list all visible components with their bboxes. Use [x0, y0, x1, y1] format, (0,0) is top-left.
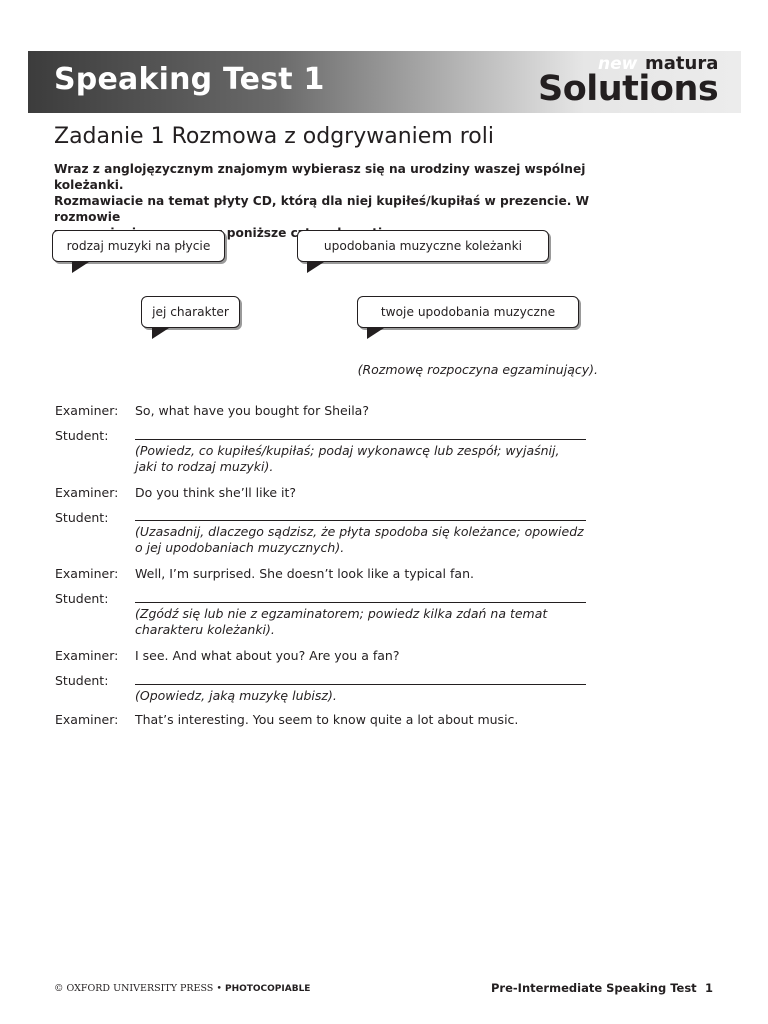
hint-line: jaki to rodzaj muzyki).	[135, 459, 274, 474]
student-answer-line	[135, 684, 586, 685]
bubble-character	[141, 296, 240, 328]
bubble-tail	[307, 262, 324, 273]
bubble-tail	[152, 328, 169, 339]
examiner-label: Examiner:	[55, 712, 119, 727]
footer-copyright	[54, 983, 310, 994]
student-label: Student:	[55, 510, 109, 525]
student-hint	[135, 443, 595, 475]
hint-line: (Opowiedz, jaką muzykę lubisz).	[135, 688, 337, 703]
examiner-line: Well, I’m surprised. She doesn’t look like a typical fan.	[135, 566, 474, 581]
brand-new-text: new	[598, 54, 638, 74]
student-label: Student:	[55, 591, 109, 606]
bubble-friend-music-taste	[297, 230, 549, 262]
examiner-line: So, what have you bought for Sheila?	[135, 403, 369, 418]
examiner-label: Examiner:	[55, 648, 119, 663]
student-answer-line	[135, 602, 586, 603]
student-hint	[135, 606, 595, 638]
student-hint	[135, 688, 595, 704]
bubble-tail	[367, 328, 384, 339]
brand-matura-text: matura	[645, 53, 719, 74]
brand-solutions-logo: Solutions	[538, 69, 719, 109]
student-answer-line	[135, 520, 586, 521]
bubble-your-music-taste	[357, 296, 579, 328]
student-label: Student:	[55, 673, 109, 688]
examiner-line: I see. And what about you? Are you a fan?	[135, 648, 400, 663]
conversation-start-note: (Rozmowę rozpoczyna egzaminujący).	[357, 362, 598, 377]
instruction-line: Wraz z anglojęzycznym znajomym wybierasz się na urodziny waszej wspólnej koleżanki.	[54, 162, 586, 192]
task-title: Zadanie 1 Rozmowa z odgrywaniem roli	[54, 124, 494, 149]
page-number: 1	[705, 981, 714, 995]
bubble-music-type	[52, 230, 225, 262]
examiner-label: Examiner:	[55, 485, 119, 500]
examiner-line: That’s interesting. You seem to know quite a lot about music.	[135, 712, 519, 727]
header-banner	[28, 51, 741, 113]
footer-test-name: Pre-Intermediate Speaking Test	[491, 981, 697, 995]
photocopiable-text: PHOTOCOPIABLE	[224, 984, 311, 994]
bubble-label: rodzaj muzyki na płycie	[66, 239, 211, 253]
examiner-label: Examiner:	[55, 566, 119, 581]
hint-line: (Zgódź się lub nie z egzaminatorem; powiedz kilka zdań na temat	[135, 606, 548, 621]
examiner-label: Examiner:	[55, 403, 119, 418]
hint-line: charakteru koleżanki).	[135, 622, 275, 637]
bubble-label: jej charakter	[152, 305, 229, 319]
page-title: Speaking Test 1	[54, 62, 325, 97]
instruction-line: Rozmawiacie na temat płyty CD, którą dla niej kupiłeś/kupiłaś w prezencie. W rozmowie	[54, 194, 590, 224]
student-hint	[135, 524, 595, 556]
bubble-tail	[72, 262, 89, 273]
bubble-label: twoje upodobania muzyczne	[380, 305, 556, 319]
hint-line: (Powiedz, co kupiłeś/kupiłaś; podaj wykonawcę lub zespół; wyjaśnij,	[135, 443, 560, 458]
hint-line: o jej upodobaniach muzycznych).	[135, 540, 345, 555]
student-answer-line	[135, 439, 586, 440]
footer-separator: •	[213, 983, 225, 994]
student-label: Student:	[55, 428, 109, 443]
task-instructions	[54, 161, 614, 241]
instruction-line: poniższe	[226, 226, 287, 240]
hint-line: (Uzasadnij, dlaczego sądzisz, że płyta spodoba się koleżance; opowiedz	[135, 524, 584, 539]
examiner-line: Do you think she’ll like it?	[135, 485, 297, 500]
copyright-text: © OXFORD UNIVERSITY PRESS	[54, 983, 214, 994]
bubble-label: upodobania muzyczne koleżanki	[323, 239, 523, 253]
